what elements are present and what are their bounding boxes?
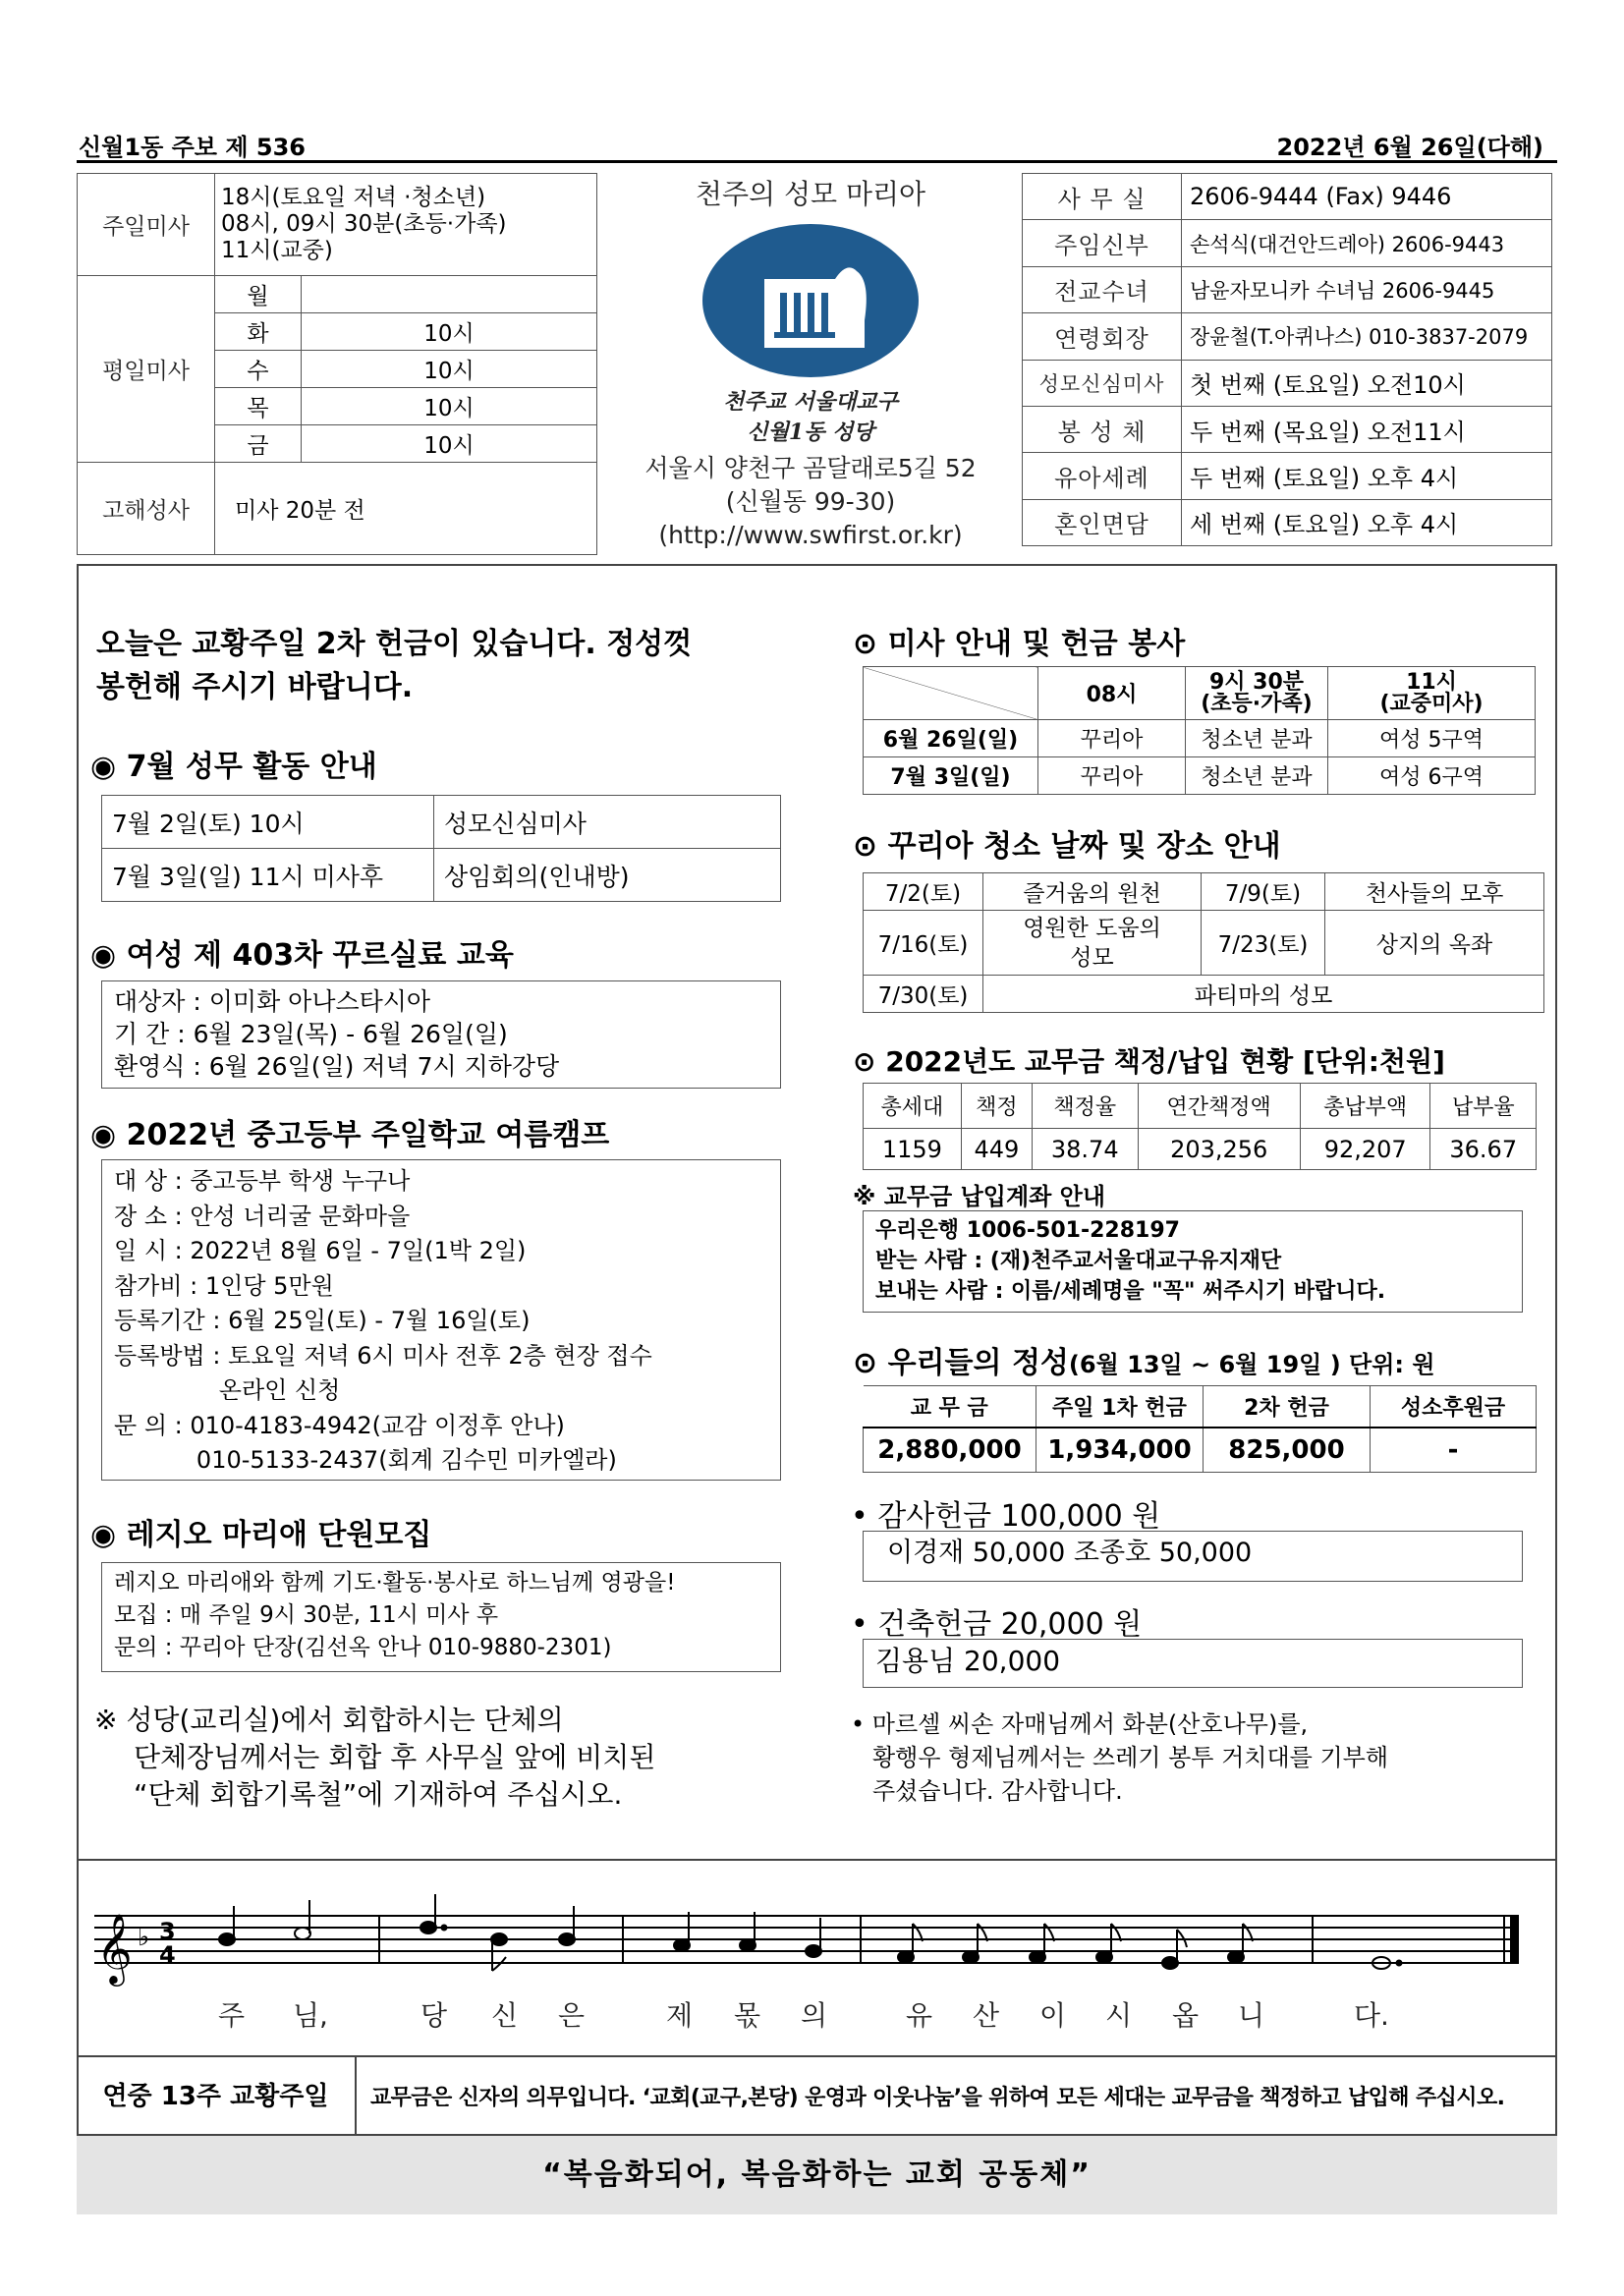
activity-what: 상임회의(인내방)	[434, 849, 781, 902]
account-line: 우리은행 1006-501-228197	[875, 1218, 1180, 1243]
intro-notice	[96, 623, 692, 709]
mass-date: 7월 3일(일)	[864, 757, 1038, 795]
donation-line: 황행우 형제님께서는 쓰레기 봉투 거치대를 기부해	[872, 1744, 1389, 1771]
sunday-mass-times	[215, 174, 597, 276]
offering-header: 교 무 금	[864, 1386, 1036, 1428]
lyric-syllable: 몫	[734, 1999, 761, 2032]
lyric-syllable: 다.	[1354, 1999, 1389, 2032]
offering-value: 825,000	[1204, 1428, 1371, 1473]
sunday-mass-label: 주일미사	[78, 174, 215, 276]
weekday-day: 화	[215, 313, 302, 351]
logo-caption-2: 신월1동 성당	[747, 420, 874, 445]
camp-line: 등록방법 : 토요일 저녁 6시 미사 전후 2층 현장 접수	[114, 1341, 652, 1370]
lyric-syllable: 주	[218, 1999, 246, 2032]
hymn-lyrics	[0, 1994, 1624, 2034]
mass-cell: 꾸리아	[1038, 757, 1186, 795]
contact-label: 유아세례	[1023, 453, 1182, 499]
svg-text:♭: ♭	[138, 1923, 150, 1952]
cursillo-line: 기 간 : 6월 23일(목) - 6월 26일(일)	[114, 1020, 508, 1048]
sunday-line: 08시, 09시 30분(초등·가족)	[221, 211, 507, 237]
cursillo-line: 대상자 : 이미화 아나스타시아	[114, 987, 431, 1016]
donation-notice	[851, 1708, 1388, 1808]
mass-header	[1328, 667, 1536, 720]
contact-value: 두 번째 (토요일) 오후 4시	[1182, 453, 1552, 499]
clean-date: 7/16(토)	[864, 911, 983, 976]
bulletin-date: 2022년 6월 26일(다해)	[1276, 134, 1543, 161]
fin-header: 책정	[961, 1084, 1032, 1129]
offering-value: 1,934,000	[1036, 1428, 1204, 1473]
confession-label: 고해성사	[78, 463, 215, 555]
donation-line: • 마르셀 씨손 자매님께서 화분(산호나무)를,	[851, 1710, 1309, 1738]
music-staff	[94, 1886, 1529, 1994]
lyric-syllable: 은	[558, 1999, 586, 2032]
notice-line: “단체 회합기록철”에 기재하여 주십시오.	[134, 1778, 623, 1811]
contact-value: 첫 번째 (토요일) 오전10시	[1182, 360, 1552, 406]
mass-header-line: (초등·가족)	[1201, 691, 1313, 716]
mass-header-line: (교중미사)	[1379, 691, 1484, 716]
section-title-mass-guide: ⊙ 미사 안내 및 헌금 봉사	[853, 627, 1186, 661]
music-top-rule	[77, 1859, 1557, 1861]
mass-header-line: 11시	[1406, 669, 1457, 695]
lyric-syllable: 신	[491, 1999, 519, 2032]
camp-line: 일 시 : 2022년 8월 6일 - 7일(1박 2일)	[114, 1237, 527, 1264]
fin-value: 36.67	[1430, 1129, 1537, 1170]
contact-value: 장윤철(T.아퀴나스) 010-3837-2079	[1182, 313, 1552, 360]
mass-cell: 꾸리아	[1038, 720, 1186, 757]
contact-value: 손석식(대건안드레아) 2606-9443	[1182, 220, 1552, 266]
offerings-title: ⊙ 우리들의 정성	[853, 1346, 1069, 1380]
clean-place: 즐거움의 원천	[983, 873, 1202, 911]
camp-line: 문 의 : 010-4183-4942(교감 이정후 안나)	[114, 1411, 565, 1439]
clean-place: 상지의 옥좌	[1325, 911, 1544, 976]
clean-date: 7/30(토)	[864, 976, 983, 1013]
fin-header: 총세대	[864, 1084, 962, 1129]
sunday-line: 11시(교중)	[221, 238, 333, 263]
camp-line: 010-5133-2437(회계 김수민 미카엘라)	[114, 1446, 617, 1474]
svg-text:𝄞: 𝄞	[96, 1912, 133, 1984]
clean-place: 영원한 도움의 성모	[983, 911, 1202, 976]
weekday-day: 수	[215, 351, 302, 388]
offering-value: 2,880,000	[864, 1428, 1036, 1473]
fin-value: 203,256	[1138, 1129, 1300, 1170]
offering-header: 주일 1차 헌금	[1036, 1386, 1204, 1428]
mass-cell: 청소년 분과	[1186, 720, 1328, 757]
parish-website-link[interactable]: (http://www.swfirst.or.kr)	[658, 521, 963, 549]
time-sig-top: 3	[159, 1918, 176, 1945]
section-title-july-activities: ◉ 7월 성무 활동 안내	[90, 750, 377, 784]
mass-times-table	[77, 173, 597, 555]
contact-value: 세 번째 (토요일) 오후 4시	[1182, 499, 1552, 545]
summer-camp-box	[101, 1159, 781, 1481]
parish-logo-icon	[698, 222, 924, 379]
intro-line: 오늘은 교황주일 2차 헌금이 있습니다. 정성껏	[96, 627, 693, 661]
contact-value: 2606-9444 (Fax) 9446	[1182, 174, 1552, 220]
lyric-syllable: 옵	[1172, 1999, 1200, 2032]
section-title-offerings	[853, 1338, 1435, 1381]
lyric-syllable: 제	[666, 1999, 694, 2032]
mass-cell: 여성 6구역	[1328, 757, 1536, 795]
fin-value: 38.74	[1033, 1129, 1138, 1170]
contact-label: 봉 성 체	[1023, 406, 1182, 452]
header-rule	[77, 160, 1557, 163]
parish-slogan: “복음화되어, 복음화하는 교회 공동체”	[77, 2136, 1557, 2214]
section-title-legio: ◉ 레지오 마리애 단원모집	[90, 1518, 432, 1552]
building-offering-box: 김용님 20,000	[863, 1639, 1523, 1688]
clean-date: 7/23(토)	[1202, 911, 1325, 976]
activity-when: 7월 2일(토) 10시	[102, 796, 434, 849]
offerings-range: (6월 13일 ~ 6월 19일 ) 단위: 원	[1068, 1351, 1435, 1378]
legio-line: 레지오 마리애와 함께 기도·활동·봉사로 하느님께 영광을!	[114, 1570, 676, 1596]
cleaning-schedule-table	[863, 872, 1544, 1013]
thanks-offering-box: 이경재 50,000 조종호 50,000	[863, 1531, 1523, 1582]
camp-line: 장 소 : 안성 너리굴 문화마을	[114, 1202, 411, 1230]
weekday-time: 10시	[302, 351, 597, 388]
weekday-time: 10시	[302, 388, 597, 425]
camp-line: 대 상 : 중고등부 학생 누구나	[114, 1167, 411, 1195]
weekday-day: 목	[215, 388, 302, 425]
contact-label: 성모신심미사	[1023, 360, 1182, 406]
clean-date: 7/9(토)	[1202, 873, 1325, 911]
sunday-line: 18시(토요일 저녁 ·청소년)	[221, 185, 486, 210]
offering-header: 2차 헌금	[1204, 1386, 1371, 1428]
footer-bar	[77, 2055, 1557, 2136]
clean-place: 천사들의 모후	[1325, 873, 1544, 911]
activity-what: 성모신심미사	[434, 796, 781, 849]
mass-header	[1186, 667, 1328, 720]
time-sig-bottom: 4	[159, 1941, 176, 1969]
finance-table	[863, 1083, 1537, 1170]
contact-label: 주임신부	[1023, 220, 1182, 266]
section-title-summer-camp: ◉ 2022년 중고등부 주일학교 여름캠프	[90, 1118, 610, 1152]
offerings-table	[863, 1385, 1537, 1473]
meeting-record-notice	[94, 1702, 655, 1814]
camp-line: 온라인 신청	[114, 1376, 341, 1404]
contacts-table	[1022, 173, 1552, 546]
mass-header-line: 9시 30분	[1208, 669, 1305, 695]
bulletin-issue: 신월1동 주보 제 536	[79, 134, 306, 161]
weekday-mass-label: 평일미사	[78, 276, 215, 463]
intro-line: 봉헌해 주시기 바랍니다.	[96, 670, 414, 704]
fin-value: 92,207	[1300, 1129, 1430, 1170]
fin-value: 449	[961, 1129, 1032, 1170]
contact-label: 전교수녀	[1023, 266, 1182, 312]
weekday-day: 월	[215, 276, 302, 313]
mass-cell: 여성 5구역	[1328, 720, 1536, 757]
account-line: 보내는 사람 : 이름/세례명을 "꼭" 써주시기 바랍니다.	[875, 1279, 1386, 1304]
contact-label: 사 무 실	[1023, 174, 1182, 220]
mass-date: 6월 26일(일)	[864, 720, 1038, 757]
contact-value: 남윤자모니카 수녀님 2606-9445	[1182, 266, 1552, 312]
account-title: ※ 교무금 납입계좌 안내	[853, 1183, 1106, 1210]
offering-value: -	[1371, 1428, 1537, 1473]
legio-line: 모집 : 매 주일 9시 30분, 11시 미사 후	[114, 1602, 499, 1628]
lyric-syllable: 이	[1039, 1999, 1067, 2032]
camp-line: 참가비 : 1인당 5만원	[114, 1271, 334, 1300]
lyric-syllable: 산	[973, 1999, 1000, 2032]
section-title-finance: ⊙ 2022년도 교무금 책정/납입 현황 [단위:천원]	[853, 1045, 1445, 1078]
donation-line: 주셨습니다. 감사합니다.	[872, 1777, 1123, 1805]
contact-label: 혼인면담	[1023, 499, 1182, 545]
mass-table-corner	[864, 667, 1038, 720]
activity-when: 7월 3일(일) 11시 미사후	[102, 849, 434, 902]
logo-caption-1: 천주교 서울대교구	[723, 389, 898, 415]
weekday-day: 금	[215, 425, 302, 463]
lyric-syllable: 시	[1105, 1999, 1133, 2032]
notice-line: ※ 성당(교리실)에서 회합하시는 단체의	[94, 1704, 564, 1736]
offering-header: 성소후원금	[1371, 1386, 1537, 1428]
cursillo-line: 환영식 : 6월 26일(일) 저녁 7시 지하강당	[114, 1052, 560, 1081]
clean-date: 7/2(토)	[864, 873, 983, 911]
contact-label: 연령회장	[1023, 313, 1182, 360]
section-title-cursillo: ◉ 여성 제 403차 꾸르실료 교육	[90, 938, 514, 973]
lyric-syllable: 유	[906, 1999, 933, 2032]
legio-box	[101, 1562, 781, 1672]
fin-header: 총납부액	[1300, 1084, 1430, 1129]
lyric-syllable: 니	[1238, 1999, 1265, 2032]
lyric-syllable: 의	[801, 1999, 828, 2032]
parish-title: 천주의 성모 마리아	[695, 178, 926, 210]
fin-header: 납부율	[1430, 1084, 1537, 1129]
cursillo-box	[101, 980, 781, 1089]
weekday-time: 10시	[302, 425, 597, 463]
lyric-syllable: 님,	[293, 1999, 328, 2032]
july-activities-table	[101, 795, 781, 902]
account-line: 받는 사람 : (재)천주교서울대교구유지재단	[875, 1249, 1282, 1273]
camp-line: 등록기간 : 6월 25일(토) - 7월 16일(토)	[114, 1307, 531, 1334]
footer-label: 연중 13주 교황주일	[77, 2057, 357, 2134]
parish-address: 서울시 양천구 곰달래로5길 52	[644, 454, 977, 482]
footer-text: 교무금은 신자의 의무입니다. ‘교회(교구,본당) 운영과 이웃나눔’을 위하여 모든 세대는 교무금을 책정하고 납입해 주십시오.	[370, 2085, 1505, 2110]
fin-header: 책정율	[1033, 1084, 1138, 1129]
building-offering-title: • 건축헌금 20,000 원	[851, 1607, 1143, 1642]
mass-cell: 청소년 분과	[1186, 757, 1328, 795]
notice-line: 단체장님께서는 회합 후 사무실 앞에 비치된	[134, 1741, 656, 1773]
section-title-cleaning: ⊙ 꾸리아 청소 날짜 및 장소 안내	[853, 829, 1281, 864]
legio-line: 문의 : 꾸리아 단장(김선옥 안나 010-9880-2301)	[114, 1635, 612, 1660]
account-box	[863, 1210, 1523, 1313]
confession-value: 미사 20분 전	[215, 463, 597, 555]
parish-address-old: (신월동 99-30)	[725, 487, 896, 516]
weekday-time	[302, 276, 597, 313]
fin-value: 1159	[864, 1129, 962, 1170]
clean-place: 파티마의 성모	[983, 976, 1544, 1013]
parish-info	[609, 173, 1012, 552]
fin-header: 연간책정액	[1138, 1084, 1300, 1129]
weekday-time: 10시	[302, 313, 597, 351]
lyric-syllable: 당	[420, 1999, 448, 2032]
mass-header: 08시	[1038, 667, 1186, 720]
contact-value: 두 번째 (목요일) 오전11시	[1182, 406, 1552, 452]
thanks-offering-title: • 감사헌금 100,000 원	[851, 1499, 1161, 1534]
mass-offering-table	[863, 666, 1536, 795]
